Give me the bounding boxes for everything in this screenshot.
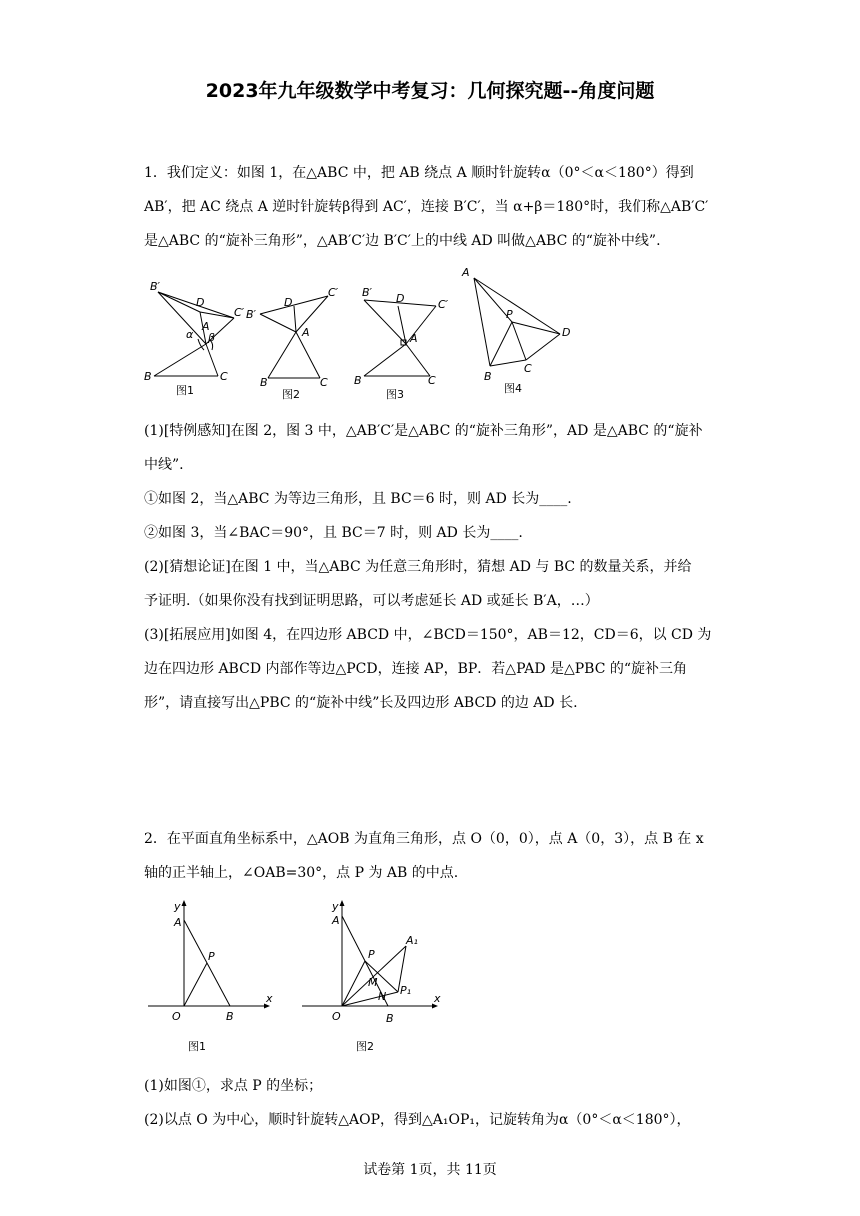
fig-label: C — [524, 362, 532, 375]
fig-label: M — [368, 976, 378, 989]
fig-label: A — [174, 916, 182, 929]
text-line: (2)以点 O 为中心，顺时针旋转△AOP，得到△A₁OP₁，记旋转角为α（0°＜α＜180°）， — [144, 1112, 691, 1128]
text-line: 予证明.（如果你没有找到证明思路，可以考虑延长 AD 或延长 B′A，…） — [144, 593, 599, 609]
fig-label: y — [332, 900, 339, 913]
q1-figure-4 — [456, 262, 580, 400]
fig-label: D — [196, 296, 205, 309]
fig-label: B′ — [246, 308, 257, 321]
fig-label: C — [428, 374, 436, 387]
fig-label: B — [354, 374, 362, 387]
q1-figure-2 — [246, 280, 346, 404]
figure-caption: 图4 — [504, 382, 522, 395]
figure-caption: 图2 — [282, 388, 300, 401]
fig-label: B′ — [362, 286, 373, 299]
fig-label: B — [144, 370, 152, 383]
fig-label: P — [506, 308, 513, 321]
fig-label: C — [320, 376, 328, 389]
text-line: (1)[特例感知]在图 2，图 3 中，△AB′C′是△ABC 的“旋补三角形”，AD 是△ABC 的“旋补 — [144, 423, 703, 439]
fig-label: B — [386, 1012, 394, 1025]
fig-label: P — [208, 950, 215, 963]
fig-label: D — [562, 326, 571, 339]
fig-label: B — [260, 376, 268, 389]
fig-label: y — [174, 900, 181, 913]
q2-figure-2 — [298, 896, 443, 1056]
fig-label: α — [186, 328, 194, 341]
figure-caption: 图3 — [386, 388, 404, 401]
fig-label: C — [220, 370, 228, 383]
fig-label: x — [266, 992, 273, 1005]
page-footer: 试卷第 1页，共 11页 — [363, 1162, 497, 1178]
fig-label: A — [332, 914, 340, 927]
page-title: 2023年九年级数学中考复习：几何探究题--角度问题 — [205, 80, 655, 102]
text-line: 2．在平面直角坐标系中，△AOB 为直角三角形，点 O（0，0），点 A（0，3），点 B 在 x — [144, 831, 704, 847]
text-line: 轴的正半轴上，∠OAB=30°，点 P 为 AB 的中点. — [144, 865, 459, 881]
fig-label: C′ — [234, 306, 245, 319]
fig-label: O — [332, 1010, 341, 1023]
fig-label: O — [172, 1010, 181, 1023]
fig-label: N — [378, 990, 387, 1003]
text-line: 1．我们定义：如图 1，在△ABC 中，把 AB 绕点 A 顺时针旋转α（0°＜α＜180°）得到 — [144, 165, 694, 181]
fig-label: A — [462, 266, 470, 279]
text-line: (1)如图①，求点 P 的坐标； — [144, 1078, 323, 1094]
fig-label: A₁ — [406, 934, 418, 947]
q2-figure-1 — [144, 896, 274, 1056]
fig-label: B — [484, 370, 492, 383]
fig-label: A — [302, 326, 310, 339]
text-line: (2)[猜想论证]在图 1 中，当△ABC 为任意三角形时，猜想 AD 与 BC 的数量关系，并给 — [144, 559, 692, 575]
text-line: ②如图 3，当∠BAC＝90°，且 BC＝7 时，则 AD 长为____. — [144, 525, 523, 541]
fig-label: A — [202, 320, 210, 333]
fig-label: D — [396, 292, 405, 305]
text-line: 形”，请直接写出△PBC 的“旋补中线”长及四边形 ABCD 的边 AD 长. — [144, 695, 578, 711]
question-2-parts — [144, 1069, 719, 1137]
fig-label: B′ — [150, 280, 161, 293]
text-line: AB′，把 AC 绕点 A 逆时针旋转β得到 AC′，连接 B′C′，当 α+β＝180°时，我们称△AB′C′ — [144, 199, 709, 215]
text-line: 中线”. — [144, 457, 184, 473]
figure-caption: 图2 — [356, 1040, 374, 1053]
figure-caption: 图1 — [176, 384, 194, 397]
question-1-parts — [144, 414, 719, 720]
fig-label: C′ — [438, 298, 449, 311]
fig-label: x — [434, 992, 441, 1005]
fig-label: C′ — [328, 286, 339, 299]
q1-figure-3 — [352, 282, 452, 406]
question-2-text — [144, 822, 719, 890]
text-line: ①如图 2，当△ABC 为等边三角形，且 BC＝6 时，则 AD 长为____. — [144, 491, 572, 507]
q1-figure-1 — [140, 266, 250, 402]
fig-label: D — [284, 296, 293, 309]
text-line: (3)[拓展应用]如图 4，在四边形 ABCD 中，∠BCD＝150°，AB＝12，CD＝6，以 CD 为 — [144, 627, 712, 643]
fig-label: β — [208, 331, 216, 344]
question-1-text — [144, 156, 719, 258]
fig-label: P₁ — [400, 984, 412, 997]
fig-label: P — [368, 948, 375, 961]
text-line: 边在四边形 ABCD 内部作等边△PCD，连接 AP，BP．若△PAD 是△PBC 的“旋补三角 — [144, 661, 688, 677]
fig-label: B — [226, 1010, 234, 1023]
fig-label: A — [410, 332, 418, 345]
text-line: 是△ABC 的“旋补三角形”，△AB′C′边 B′C′上的中线 AD 叫做△ABC 的“旋补中线”. — [144, 233, 661, 249]
figure-caption: 图1 — [188, 1040, 206, 1053]
